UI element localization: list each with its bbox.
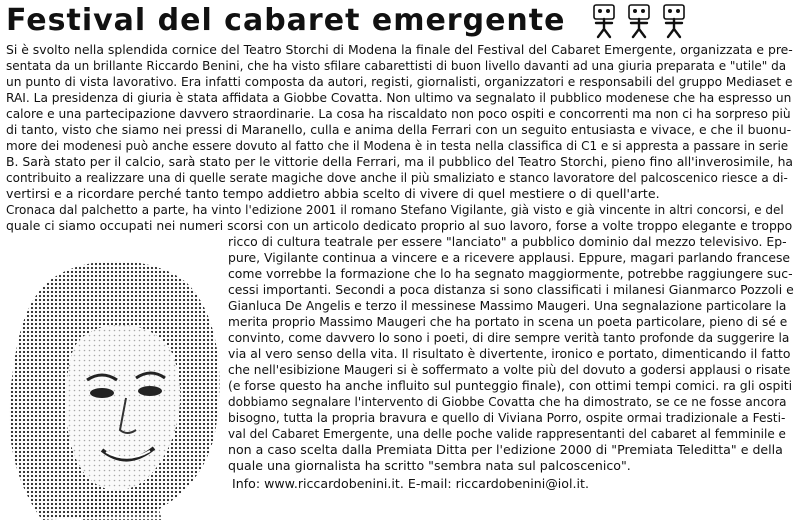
article-text-line: calore e una partecipazione davvero straordinarie. La cosa ha riscaldato non poco ospiti e concorrenti ma non ci ha sorpreso più <box>6 107 791 121</box>
article-text-line: vertirsi e a ricordare perché tanto tempo addietro abbia scelto di vivere di quel mestiere o di quell'arte. <box>6 186 660 201</box>
article-text-line: convinto, come davvero lo sono i poeti, di dire sempre verità tanto profonde da suggerire la <box>228 331 790 345</box>
portrait-photo <box>2 258 232 520</box>
article-text-line: contribuito a realizzare una di quelle serate magiche dove anche il più smaliziato e stanco lavoratore del palcoscenico riesce a di- <box>6 171 788 185</box>
article-text-line: bisogno, tutta la propria bravura e quello di Viviana Porro, ospite ormai tradizionale a Festi- <box>228 411 786 425</box>
article-text-line: Cronaca dal palchetto a parte, ha vinto l'edizione 2001 il romano Stefano Vigilante, già visto e già vincente in altri concorsi, e del <box>6 203 784 217</box>
article-text-line: merita proprio Massimo Maugeri che ha portato in scena un poeta particolare, pieno di sé e <box>228 315 788 329</box>
article-text-line: che nell'esibizione Maugeri si è soffermato a volte più del dovuto a godersi applausi o risate <box>228 363 791 377</box>
article-text-line: cessi importanti. Secondi a poca distanza si sono classificati i milanesi Gianmarco Pozzoli e <box>228 282 794 297</box>
article-text-line: val del Cabaret Emergente, una delle poche valide rappresentanti del cabaret al femminile e <box>228 427 786 441</box>
article-text-line: more dei modenesi può anche essere dovuto al fatto che il Modena è in testa nella classifica di C1 e si appresta a passare in serie <box>6 139 789 153</box>
article-text-line: quale ci siamo occupati nei numeri scorsi con un articolo dedicato proprio al suo lavoro, forse a volte troppo elegante e troppo <box>6 218 793 233</box>
article-text-line: Si è svolto nella splendida cornice del Teatro Storchi di Modena la finale del Festival del Cabaret Emergente, organizzata e pre- <box>6 42 793 57</box>
article-text-line: B. Sarà stato per il calcio, sarà stato per le vittorie della Ferrari, ma il pubblico del Teatro Storchi, pieno fino all'inverosimile, ha <box>6 154 794 169</box>
article-text-line: ricco di cultura teatrale per essere "lanciato" a pubblico dominio dal mezzo televisivo. Ep- <box>228 234 787 249</box>
article-text-line: non a caso scelta dalla Premiata Ditta per l'edizione 2000 di "Premiata Teleditta" e della <box>228 442 783 457</box>
walking-figures-icon <box>590 3 690 39</box>
article-text-line: come vorrebbe la formazione che lo ha segnato maggiormente, potrebbe raggiungere suc- <box>228 266 793 281</box>
article-text-line: dobbiamo segnalare l'intervento di Giobbe Covatta che ha dimostrato, se ce ne fosse ancora <box>228 395 787 409</box>
article-text-line: pure, Vigilante continua a vincere e a ricevere applausi. Eppure, magari parlando francese <box>228 250 791 265</box>
article-text-line: Info: www.riccardobenini.it. E-mail: riccardobenini@iol.it. <box>232 476 589 491</box>
article-text-line: sentata da un brillante Riccardo Benini, che ha visto sfilare cabarettisti di buon livello davanti ad una giuria preparata e "utile" da <box>6 59 787 73</box>
article-text-line: quale una giornalista ha scritto "sembra nata sul palcoscenico". <box>228 458 631 473</box>
article-text-line: RAI. La presidenza di giuria è stata affidata a Giobbe Covatta. Non ultimo va segnalato il pubblico modenese che ha espresso un <box>6 91 792 105</box>
article-text-line: (e forse questo ha anche influito sul punteggio finale), con ottimi tempi comici. ra gli ospiti <box>228 378 793 393</box>
article-text-line: via al vero senso della vita. Il risultato è divertente, ironico e portato, dimenticando il fatto <box>228 346 791 361</box>
article-text-line: un punto di vista lavorativo. Era infatti composta da autori, registi, giornalisti, organizzatori e responsabili del gruppo Mediaset e <box>6 75 793 89</box>
article-text-line: Gianluca De Angelis e terzo il messinese Massimo Maugeri. Una segnalazione particolare la <box>228 299 787 313</box>
article-title: Festival del cabaret emergente <box>6 3 566 38</box>
article-text-line: di tanto, visto che siamo nei pressi di Maranello, culla e anima della Ferrari con un seguito entusiasta e vivace, e che il buonu- <box>6 122 792 137</box>
